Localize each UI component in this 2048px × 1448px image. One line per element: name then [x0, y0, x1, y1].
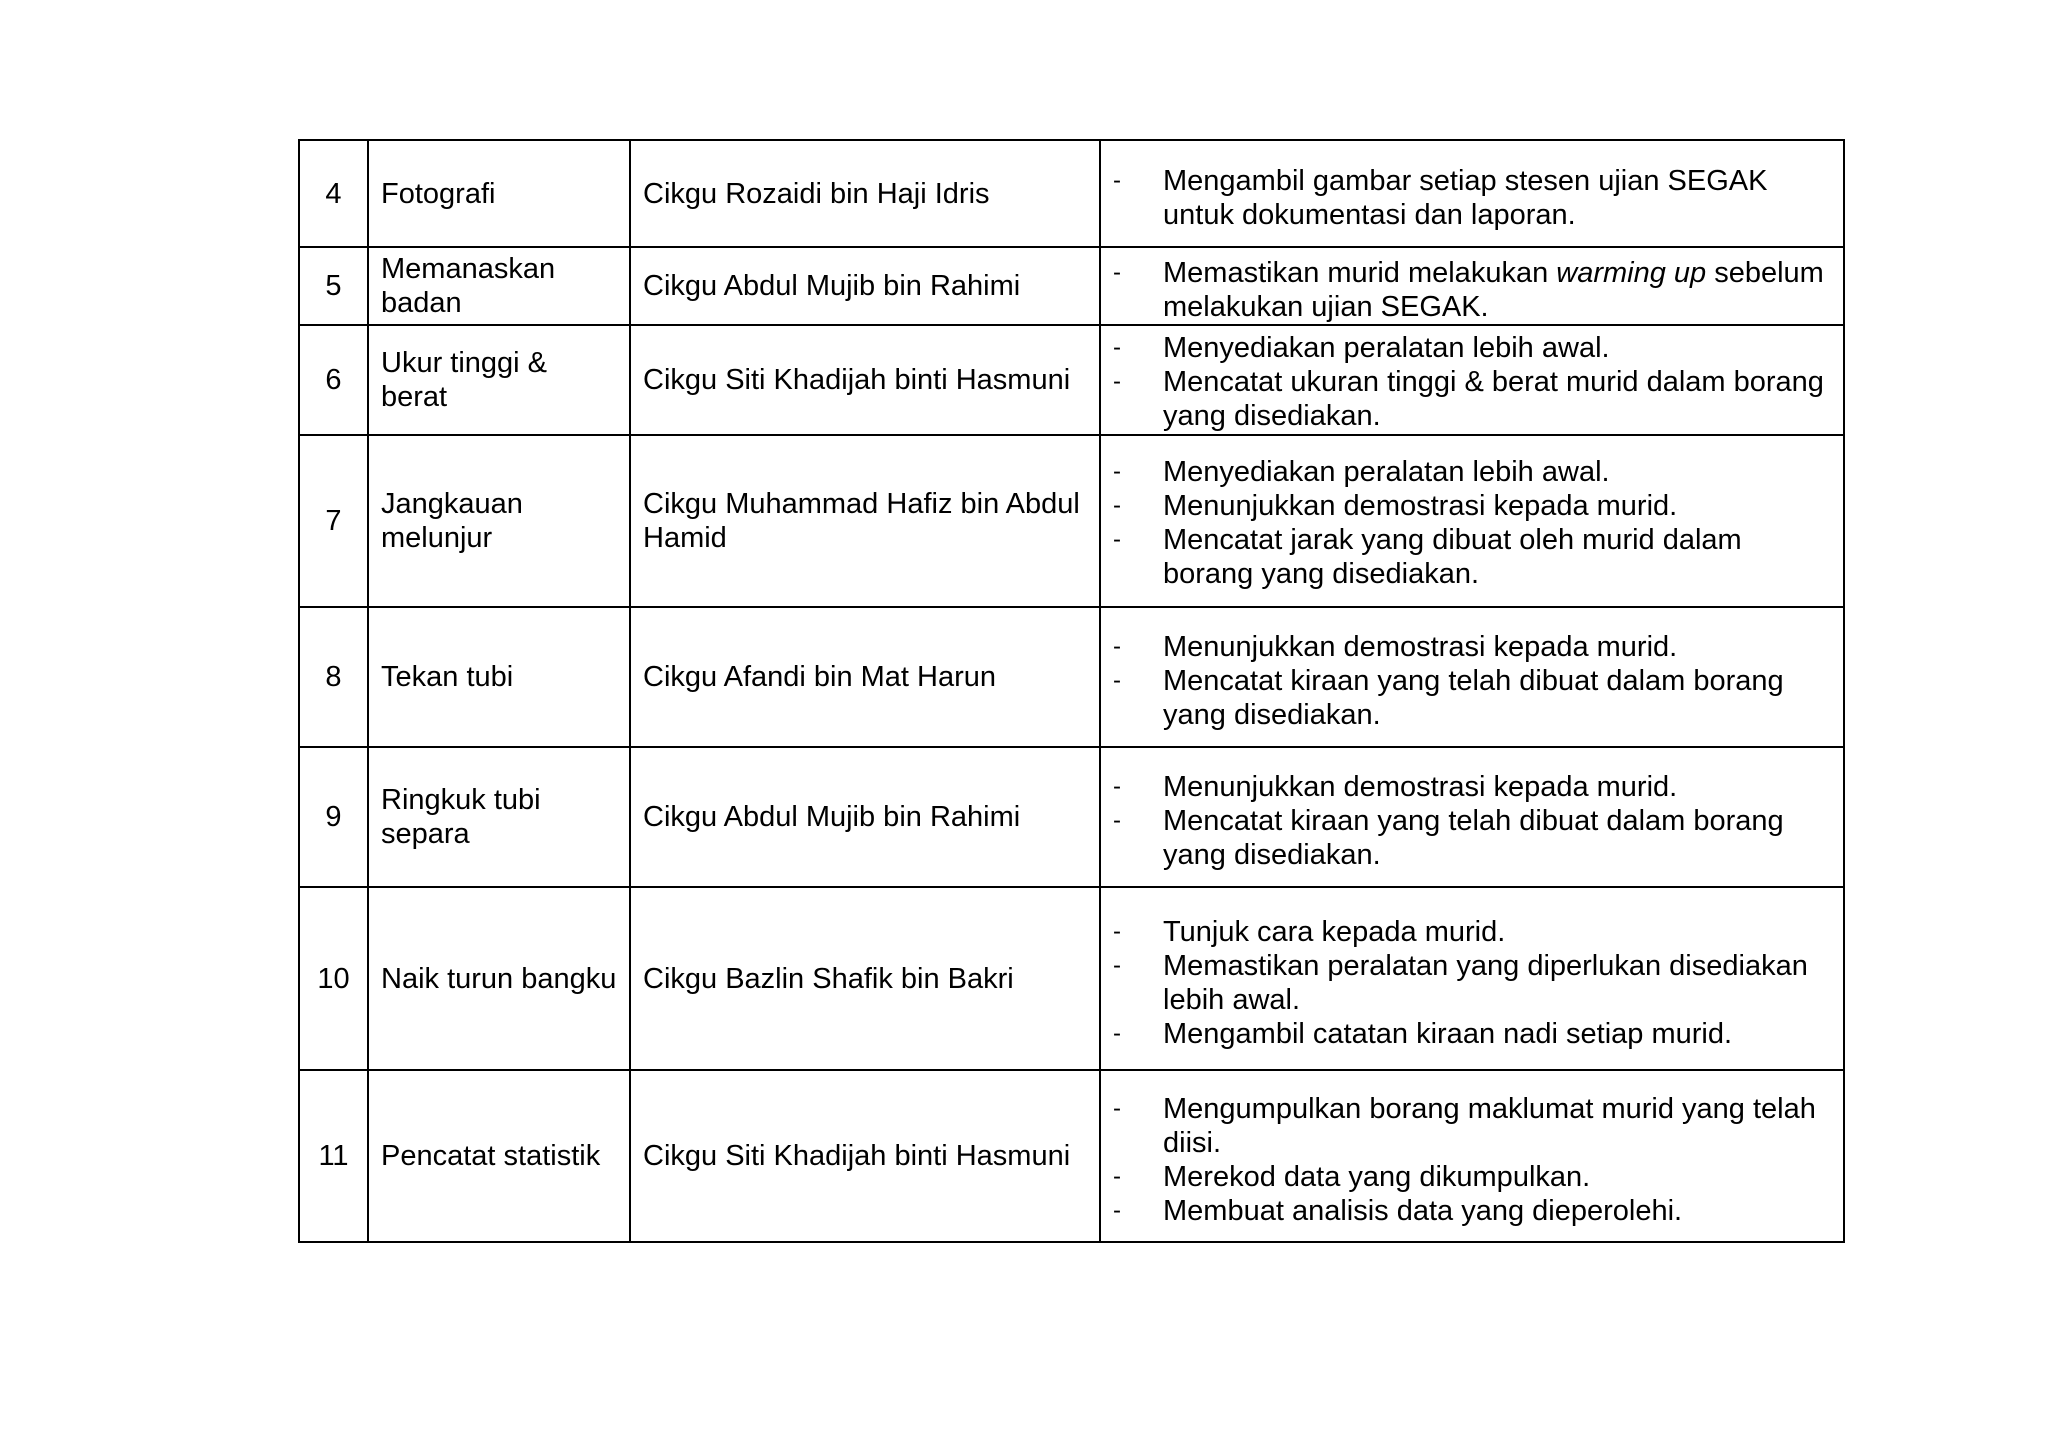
duty-text-segment: Menyediakan peralatan lebih awal.: [1163, 332, 1610, 364]
dash-bullet-icon: -: [1113, 1019, 1121, 1047]
dash-bullet-icon: -: [1113, 633, 1121, 660]
duties-cell: [1100, 747, 1844, 887]
list-item: [1113, 331, 1831, 365]
list-item: [1113, 664, 1831, 732]
duty-text-segment: Mengambil gambar setiap stesen ujian SEGAK untuk dokumentasi dan laporan.: [1163, 164, 1768, 231]
list-item: [1113, 804, 1831, 872]
row-number-cell: 4: [299, 140, 368, 247]
duty-list: [1113, 915, 1831, 1051]
dash-bullet-icon: -: [1113, 458, 1121, 485]
list-item: [1113, 1194, 1831, 1228]
list-item: [1113, 455, 1831, 489]
task-cell: Memanaskan badan: [368, 247, 630, 325]
row-number-cell: 7: [299, 435, 368, 607]
list-item: [1113, 365, 1831, 433]
dash-bullet-icon: -: [1113, 917, 1121, 945]
duty-text-segment: Menyediakan peralatan lebih awal.: [1163, 456, 1610, 488]
teacher-cell: Cikgu Afandi bin Mat Harun: [630, 607, 1100, 747]
duty-text-segment: Mencatat ukuran tinggi & berat murid dalam borang yang disediakan.: [1163, 366, 1824, 432]
task-cell: Ukur tinggi & berat: [368, 325, 630, 435]
row-number-cell: 10: [299, 887, 368, 1070]
task-cell: Pencatat statistik: [368, 1070, 630, 1242]
dash-bullet-icon: -: [1113, 1197, 1121, 1224]
list-item: [1113, 949, 1831, 1017]
dash-bullet-icon: -: [1113, 526, 1121, 553]
teacher-cell: Cikgu Muhammad Hafiz bin Abdul Hamid: [630, 435, 1100, 607]
duty-text-segment: Menunjukkan demostrasi kepada murid.: [1163, 631, 1678, 663]
row-number-cell: 6: [299, 325, 368, 435]
duty-text: [1163, 771, 1677, 803]
teacher-cell: Cikgu Rozaidi bin Haji Idris: [630, 140, 1100, 247]
teacher-cell: Cikgu Siti Khadijah binti Hasmuni: [630, 1070, 1100, 1242]
table-row: [299, 140, 1844, 247]
dash-bullet-icon: -: [1113, 334, 1121, 361]
teacher-cell: Cikgu Abdul Mujib bin Rahimi: [630, 247, 1100, 325]
task-cell: Fotografi: [368, 140, 630, 247]
list-item: [1113, 1092, 1831, 1160]
dash-bullet-icon: -: [1113, 1163, 1121, 1190]
duty-list: [1113, 630, 1831, 732]
dash-bullet-icon: -: [1113, 1095, 1121, 1122]
dash-bullet-icon: -: [1113, 368, 1121, 395]
task-cell: Tekan tubi: [368, 607, 630, 747]
duty-assignment-table: [298, 139, 1845, 1243]
duty-text: [1163, 490, 1677, 522]
duty-text-segment: Tunjuk cara kepada murid.: [1163, 915, 1506, 948]
dash-bullet-icon: -: [1113, 492, 1121, 519]
task-cell: Jangkauan melunjur: [368, 435, 630, 607]
duty-list: [1113, 331, 1831, 433]
task-cell: Ringkuk tubi separa: [368, 747, 630, 887]
table-body: [299, 140, 1844, 1242]
duties-cell: [1100, 325, 1844, 435]
duty-text-segment: Mencatat jarak yang dibuat oleh murid dalam borang yang disediakan.: [1163, 524, 1742, 590]
duty-text: [1163, 366, 1824, 432]
duty-text: [1163, 524, 1742, 590]
duty-list: [1113, 770, 1831, 872]
duty-list: [1113, 1092, 1831, 1228]
list-item: [1113, 1017, 1831, 1051]
duty-text-segment: Mengumpulkan borang maklumat murid yang telah diisi.: [1163, 1093, 1816, 1159]
duty-text-segment: Menunjukkan demostrasi kepada murid.: [1163, 490, 1678, 522]
duty-text-segment: Merekod data yang dikumpulkan.: [1163, 1161, 1591, 1193]
duty-text-segment: Mencatat kiraan yang telah dibuat dalam borang yang disediakan.: [1163, 665, 1784, 731]
duty-text: [1163, 165, 1767, 231]
duty-text-segment: sebelum melakukan ujian SEGAK.: [1163, 257, 1824, 323]
duty-text-segment: Memastikan peralatan yang diperlukan disediakan lebih awal.: [1163, 949, 1808, 1016]
table-row: [299, 887, 1844, 1070]
duty-list: [1113, 256, 1831, 324]
duty-text: [1163, 916, 1505, 948]
table-row: [299, 435, 1844, 607]
list-item: [1113, 489, 1831, 523]
duty-text: [1163, 1161, 1590, 1193]
table-row: [299, 1070, 1844, 1242]
duty-text: [1163, 257, 1824, 323]
table-row: [299, 325, 1844, 435]
list-item: [1113, 1160, 1831, 1194]
duty-text: [1163, 950, 1808, 1016]
dash-bullet-icon: -: [1113, 166, 1121, 194]
table-row: [299, 607, 1844, 747]
task-cell: Naik turun bangku: [368, 887, 630, 1070]
list-item: [1113, 523, 1831, 591]
duty-text-segment: Mengambil catatan kiraan nadi setiap murid.: [1163, 1017, 1733, 1050]
table-row: [299, 247, 1844, 325]
list-item: [1113, 915, 1831, 949]
duty-text: [1163, 665, 1784, 731]
dash-bullet-icon: -: [1113, 773, 1121, 800]
duty-text: [1163, 805, 1784, 871]
row-number-cell: 9: [299, 747, 368, 887]
duty-text-segment: Mencatat kiraan yang telah dibuat dalam borang yang disediakan.: [1163, 805, 1784, 871]
list-item: [1113, 256, 1831, 324]
duty-text: [1163, 1093, 1816, 1159]
duty-text-segment: Menunjukkan demostrasi kepada murid.: [1163, 771, 1678, 803]
duty-list: [1113, 164, 1831, 232]
row-number-cell: 5: [299, 247, 368, 325]
teacher-cell: Cikgu Bazlin Shafik bin Bakri: [630, 887, 1100, 1070]
duty-text: [1163, 631, 1677, 663]
teacher-cell: Cikgu Siti Khadijah binti Hasmuni: [630, 325, 1100, 435]
list-item: [1113, 630, 1831, 664]
duty-text-segment: warming up: [1556, 257, 1707, 289]
duty-text: [1163, 332, 1610, 364]
duties-cell: [1100, 887, 1844, 1070]
duty-text-segment: Memastikan murid melakukan: [1163, 257, 1557, 289]
dash-bullet-icon: -: [1113, 259, 1121, 286]
list-item: [1113, 770, 1831, 804]
duty-text: [1163, 1195, 1682, 1227]
row-number-cell: 8: [299, 607, 368, 747]
duty-text: [1163, 1018, 1732, 1050]
dash-bullet-icon: -: [1113, 667, 1121, 694]
duties-cell: [1100, 607, 1844, 747]
row-number-cell: 11: [299, 1070, 368, 1242]
table-row: [299, 747, 1844, 887]
list-item: [1113, 164, 1831, 232]
duty-list: [1113, 455, 1831, 591]
dash-bullet-icon: -: [1113, 807, 1121, 834]
dash-bullet-icon: -: [1113, 951, 1121, 979]
duties-cell: [1100, 140, 1844, 247]
teacher-cell: Cikgu Abdul Mujib bin Rahimi: [630, 747, 1100, 887]
duty-text: [1163, 456, 1610, 488]
duties-cell: [1100, 1070, 1844, 1242]
duties-cell: [1100, 435, 1844, 607]
duties-cell: [1100, 247, 1844, 325]
duty-text-segment: Membuat analisis data yang dieperolehi.: [1163, 1195, 1683, 1227]
